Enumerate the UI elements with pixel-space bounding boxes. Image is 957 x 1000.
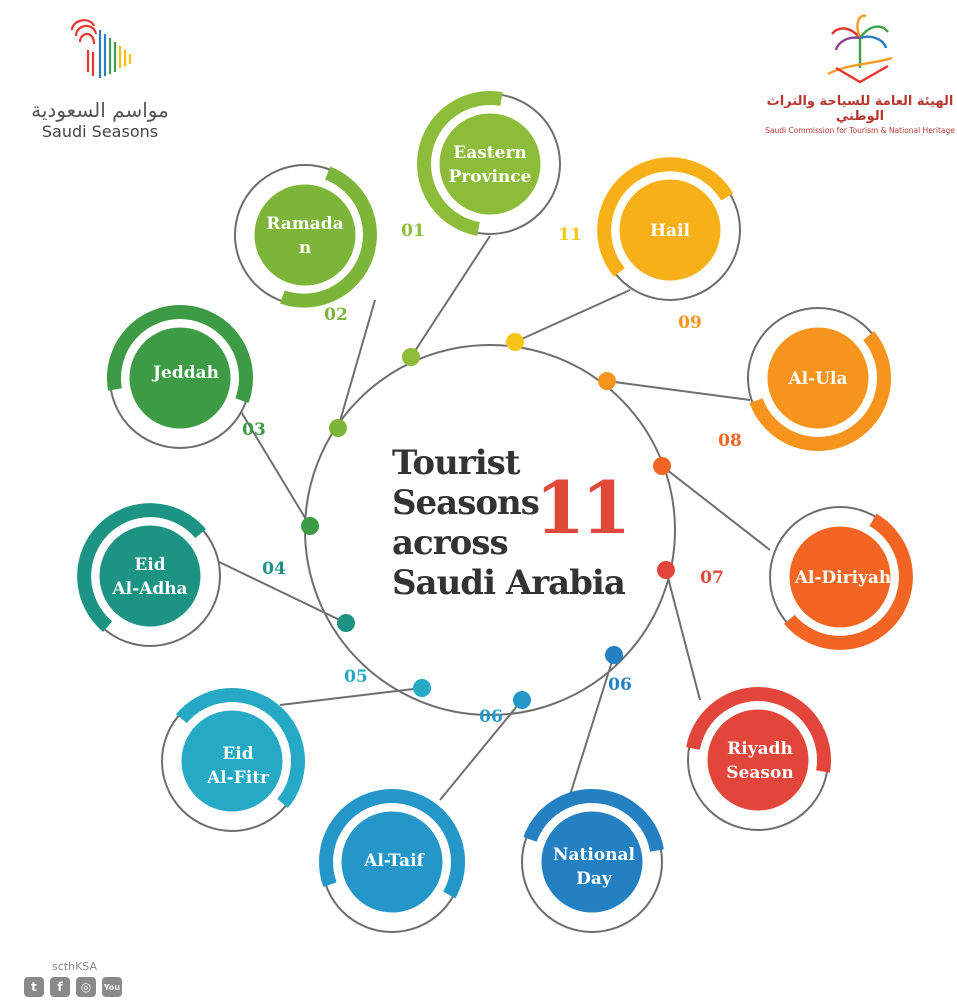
season-label: Eid [134,555,166,575]
season-number: 02 [324,305,348,325]
season-label: n [298,238,312,258]
node-circle [706,708,810,812]
hub-dot [506,333,524,351]
hub-dot [329,419,347,437]
social-handle: scthKSA [52,960,97,973]
hub-dot [653,457,671,475]
hub-dot [301,517,319,535]
connector-line [280,688,422,705]
season-label: Eastern [453,143,527,163]
center-title [392,443,642,613]
season-label: Day [576,869,612,889]
season-number: 01 [401,221,425,241]
season-number: 09 [678,313,702,333]
left-logo-arabic: مواسم السعودية [31,98,169,122]
season-label: Ramada [266,214,344,234]
connector-line [515,290,630,342]
node-circle [438,112,542,216]
hub-dot [337,614,355,632]
season-label: Al-Adha [112,579,188,599]
season-label: Season [726,763,794,783]
right-logo-arabic: الهيئة العامة للسياحة والتراث الوطني [766,94,954,124]
season-number: 05 [344,667,368,687]
season-number: 08 [718,431,742,451]
title-line-3: across [392,523,508,563]
season-label: National [552,845,636,865]
title-number: 11 [535,465,628,550]
season-label: Al-Fitr [206,768,270,788]
social-footer [24,960,122,997]
season-number: 03 [242,420,266,440]
season-number: 07 [700,568,724,588]
season-number: 06 [479,707,503,727]
hub-dot [402,348,420,366]
connector-line [662,466,770,550]
connector-line [607,381,750,400]
season-number: 04 [262,559,286,579]
season-label: Al-Taif [364,851,424,871]
season-number: 11 [558,225,582,245]
season-label: Riyadh [727,739,793,759]
season-label: Jeddah [152,363,220,383]
season-label: Al-Ula [788,369,848,389]
twitter-icon[interactable]: t [24,977,44,997]
youtube-icon[interactable]: You [102,977,122,997]
season-label: Al-Diriyah [794,568,892,588]
connector-line [411,236,490,357]
instagram-icon[interactable]: ◎ [76,977,96,997]
season-label: Hail [650,221,690,241]
hub-dot [513,691,531,709]
right-logo-english: Saudi Commission for Tourism & National Heritage [765,126,955,135]
connector-line [666,570,700,700]
title-line-4: Saudi Arabia [392,563,625,603]
season-label: Eid [222,744,254,764]
hub-dot [413,679,431,697]
title-line-2: Seasons [392,483,539,523]
hub-dot [598,372,616,390]
title-line-1: Tourist [392,443,520,483]
facebook-icon[interactable]: f [50,977,70,997]
hub-dot [657,561,675,579]
node-circle [98,524,202,628]
hub-dot [605,646,623,664]
season-number: 06 [608,675,632,695]
node-circle [253,183,357,287]
season-label: Province [448,167,532,187]
left-logo-english: Saudi Seasons [41,122,159,141]
